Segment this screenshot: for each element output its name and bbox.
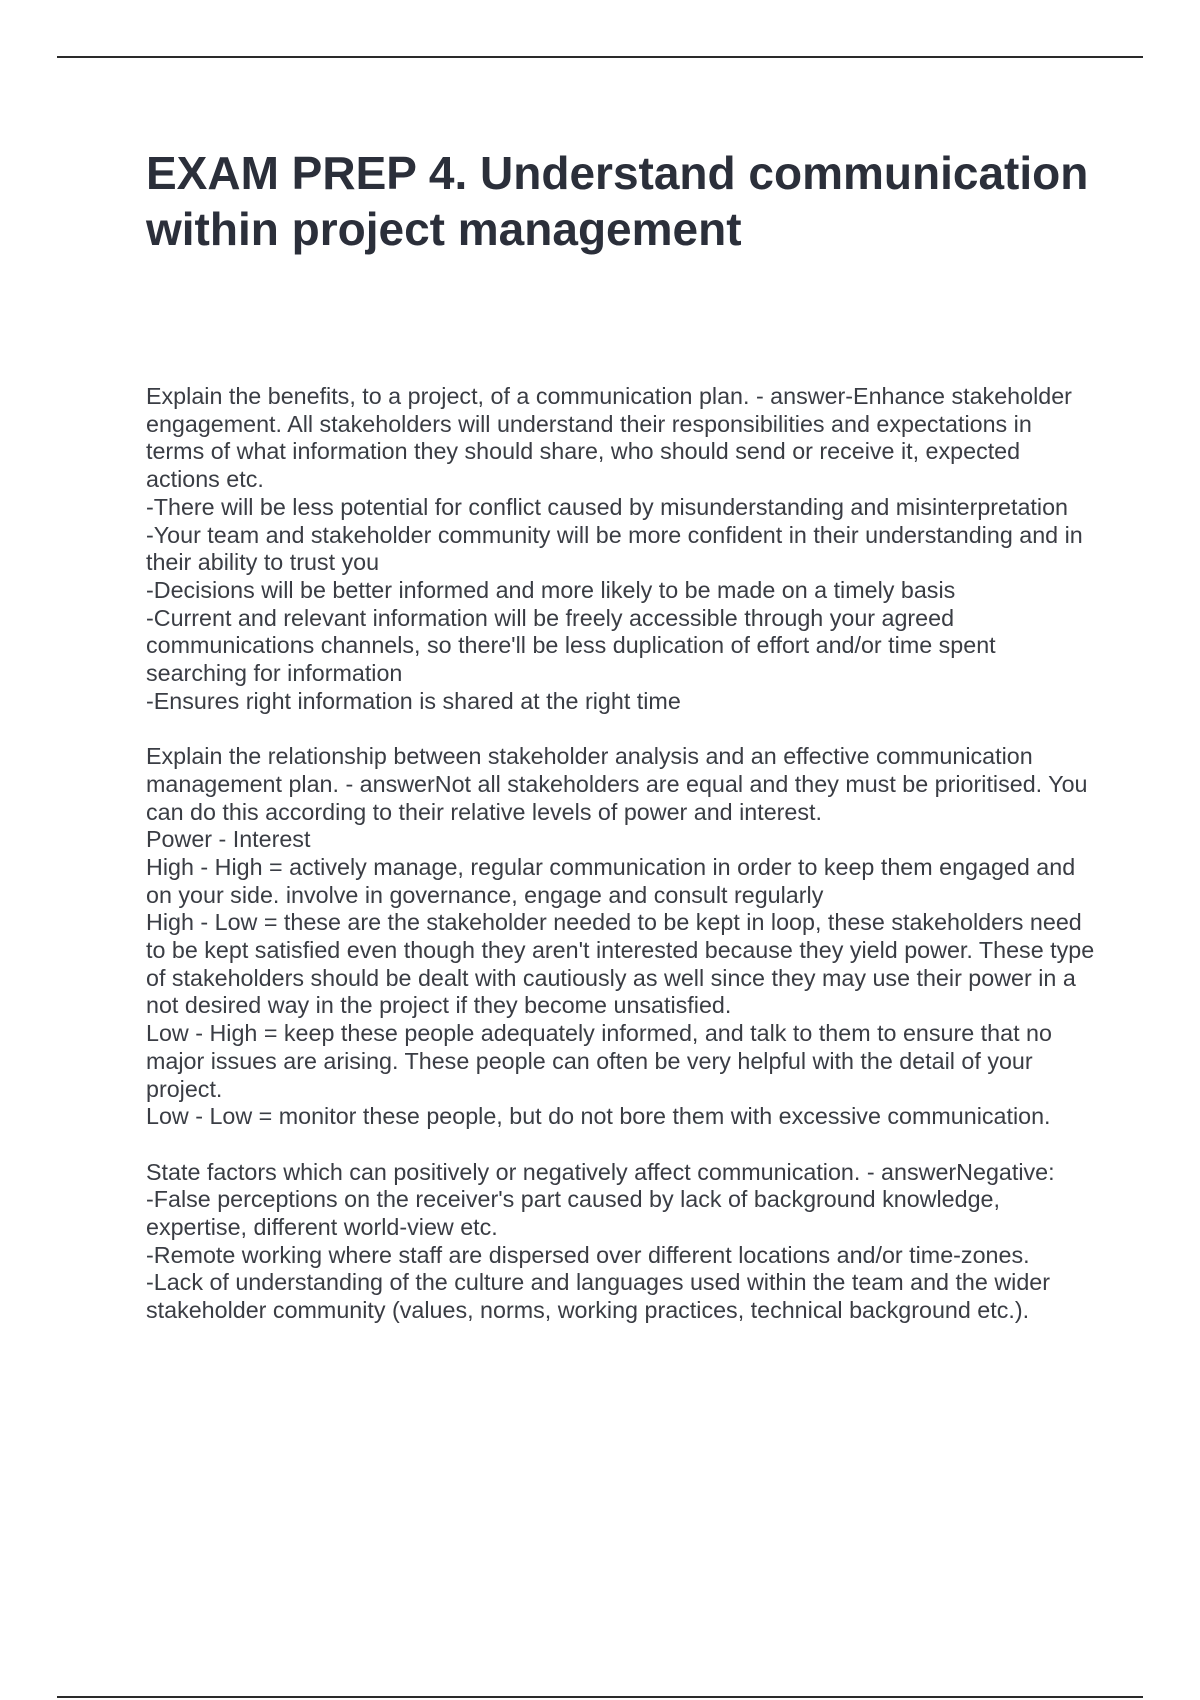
- paragraph: Low - High = keep these people adequately informed, and talk to them to ensure that no major issues are arising. These people can often be very helpful with the detail of your project.: [146, 1020, 1052, 1102]
- bottom-divider: [57, 1696, 1143, 1698]
- paragraph: -Remote working where staff are dispersed over different locations and/or time-zones.: [146, 1241, 1030, 1268]
- paragraph: State factors which can positively or negatively affect communication. - answerNegative:: [146, 1158, 1055, 1185]
- paragraph: -There will be less potential for conflict caused by misunderstanding and misinterpretation: [146, 493, 1068, 520]
- qa-section-stakeholder-analysis: [146, 743, 1096, 1131]
- document-page: [146, 145, 1096, 1353]
- qa-section-communication-plan-benefits: [146, 383, 1096, 715]
- document-body: [146, 383, 1096, 1325]
- paragraph: -Lack of understanding of the culture and languages used within the team and the wider stakeholder community (values, norms, working practices, technical background etc.).: [146, 1269, 1050, 1324]
- top-divider: [57, 56, 1143, 58]
- document-title: EXAM PREP 4. Understand communication within project management: [146, 147, 1089, 255]
- paragraph: -Decisions will be better informed and more likely to be made on a timely basis: [146, 576, 956, 603]
- paragraph: High - High = actively manage, regular communication in order to keep them engaged and on your side. involve in governance, engage and consult regularly: [146, 853, 1076, 908]
- paragraph: Explain the relationship between stakeholder analysis and an effective communication management plan. - answerNot all stakeholders are equal and they must be prioritised. You can do this according to their relative levels of power and interest.: [146, 743, 1088, 825]
- paragraph: Low - Low = monitor these people, but do not bore them with excessive communication.: [146, 1103, 1051, 1130]
- paragraph: -False perceptions on the receiver's part caused by lack of background knowledge, expertise, different world-view etc.: [146, 1186, 1000, 1241]
- paragraph: -Your team and stakeholder community will be more confident in their understanding and in their ability to trust you: [146, 521, 1083, 576]
- paragraph: -Current and relevant information will be freely accessible through your agreed communications channels, so there'll be less duplication of effort and/or time spent searching for information: [146, 604, 996, 687]
- paragraph: Power - Interest: [146, 826, 311, 853]
- paragraph: Explain the benefits, to a project, of a communication plan. - answer-Enhance stakeholder engagement. All stakeholders will understand their responsibilities and expectations in terms of what information they should share, who should send or receive it, expected actions etc.: [146, 383, 1072, 493]
- paragraph: -Ensures right information is shared at the right time: [146, 687, 681, 714]
- paragraph: High - Low = these are the stakeholder needed to be kept in loop, these stakeholders need to be kept satisfied even though they aren't interested because they yield power. These type of stakeholders should be dealt with cautiously as well since they may use their power in a not desired way in the project if they become unsatisfied.: [146, 909, 1095, 1019]
- qa-section-communication-factors: [146, 1159, 1096, 1325]
